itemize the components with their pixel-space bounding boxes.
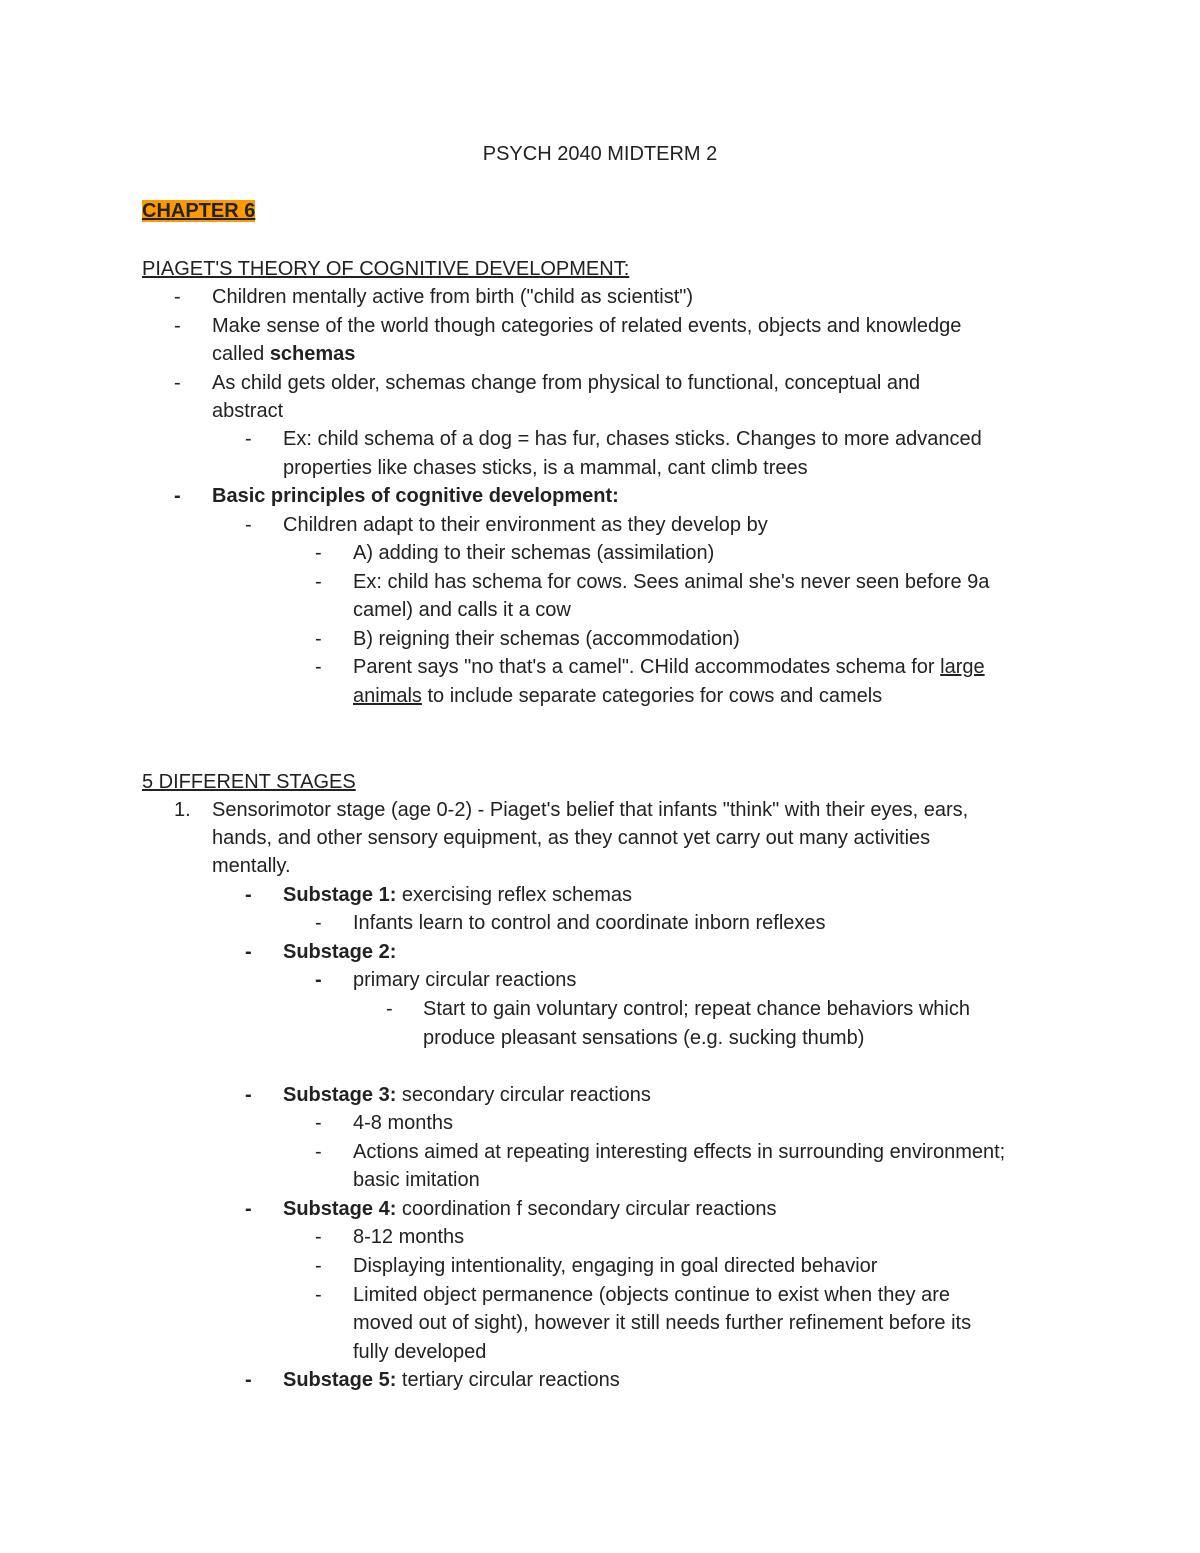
bullet-text: Limited object permanence (objects continue to exist when they are (353, 1284, 951, 1306)
bullet-dash: - (315, 542, 322, 564)
substage-text: exercising reflex schemas (396, 884, 633, 906)
bullet-text: primary circular reactions (353, 969, 577, 991)
bullet-dash: - (315, 1284, 322, 1306)
bullet-text: 4-8 months (353, 1112, 454, 1134)
bullet-dash: - (245, 428, 252, 450)
bullet-dash: - (245, 514, 252, 536)
substage-label: Substage 2: (283, 941, 397, 963)
bullet-dash: - (174, 315, 181, 337)
piaget-heading: PIAGET'S THEORY OF COGNITIVE DEVELOPMENT: (142, 258, 630, 280)
bullet-dash: - (174, 485, 181, 507)
stage-text: mentally. (212, 855, 291, 877)
bullet-text: Actions aimed at repeating interesting effects in surrounding environment; (353, 1141, 1006, 1163)
substage-line (283, 881, 632, 909)
principles-heading: Basic principles of cognitive development: (212, 485, 619, 507)
list-number: 1. (174, 799, 191, 821)
substage-line (283, 1081, 651, 1109)
stages-heading: 5 DIFFERENT STAGES (142, 771, 356, 793)
bullet-text-part: to include separate categories for cows and camels (421, 685, 883, 707)
substage-text: coordination f secondary circular reactions (396, 1198, 777, 1220)
bullet-text: Children mentally active from birth ("child as scientist") (212, 286, 694, 308)
bullet-dash: - (386, 998, 393, 1020)
underlined-term: large (940, 656, 985, 678)
bullet-dash: - (245, 884, 252, 906)
bullet-dash: - (174, 286, 181, 308)
bullet-text: Ex: child has schema for cows. Sees animal she's never seen before 9a (353, 571, 990, 593)
bullet-dash: - (315, 969, 322, 991)
bullet-dash: - (315, 912, 322, 934)
bullet-text: basic imitation (353, 1169, 480, 1191)
bullet-text: A) adding to their schemas (assimilation) (353, 542, 715, 564)
bullet-text: Start to gain voluntary control; repeat chance behaviors which (423, 998, 970, 1020)
bullet-text (353, 653, 985, 681)
substage-text: secondary circular reactions (396, 1084, 651, 1106)
bullet-text: Ex: child schema of a dog = has fur, chases sticks. Changes to more advanced (283, 428, 982, 450)
page-title: PSYCH 2040 MIDTERM 2 (482, 143, 718, 165)
bullet-text: Children adapt to their environment as they develop by (283, 514, 768, 536)
stage-text: Sensorimotor stage (age 0-2) - Piaget's belief that infants "think" with their eyes, ears, (212, 799, 969, 821)
bullet-dash: - (315, 656, 322, 678)
substage-label: Substage 5: (283, 1369, 397, 1391)
bullet-text: moved out of sight), however it still needs further refinement before its (353, 1312, 972, 1334)
underlined-term: animals (353, 685, 422, 707)
bullet-text: Infants learn to control and coordinate inborn reflexes (353, 912, 826, 934)
bullet-text: camel) and calls it a cow (353, 599, 571, 621)
substage-line (283, 1195, 777, 1223)
bullet-text (212, 340, 355, 368)
chapter-label: CHAPTER 6 (142, 200, 256, 222)
substage-line (283, 1366, 620, 1394)
bullet-dash: - (315, 1255, 322, 1277)
bullet-text-part: called (212, 343, 270, 365)
bullet-text: B) reigning their schemas (accommodation) (353, 628, 740, 650)
substage-text: tertiary circular reactions (396, 1369, 620, 1391)
bullet-text: Make sense of the world though categories of related events, objects and knowledge (212, 315, 962, 337)
bullet-dash: - (245, 1369, 252, 1391)
bullet-dash: - (245, 1084, 252, 1106)
bullet-dash: - (315, 571, 322, 593)
bullet-dash: - (315, 1141, 322, 1163)
bullet-dash: - (245, 1198, 252, 1220)
schemas-term: schemas (269, 343, 356, 365)
bullet-dash: - (174, 372, 181, 394)
bullet-dash: - (315, 1112, 322, 1134)
bullet-text: produce pleasant sensations (e.g. sucking thumb) (423, 1027, 865, 1049)
bullet-dash: - (245, 941, 252, 963)
substage-label: Substage 3: (283, 1084, 397, 1106)
bullet-text: 8-12 months (353, 1226, 465, 1248)
bullet-text-part: Parent says "no that's a camel". CHild accommodates schema for (353, 656, 941, 678)
stage-text: hands, and other sensory equipment, as they cannot yet carry out many activities (212, 827, 931, 849)
bullet-text: Displaying intentionality, engaging in goal directed behavior (353, 1255, 878, 1277)
substage-label: Substage 4: (283, 1198, 397, 1220)
bullet-text: As child gets older, schemas change from physical to functional, conceptual and (212, 372, 921, 394)
bullet-text: properties like chases sticks, is a mammal, cant climb trees (283, 457, 808, 479)
substage-label: Substage 1: (283, 884, 397, 906)
bullet-dash: - (315, 628, 322, 650)
chapter-heading (142, 197, 255, 225)
bullet-text: fully developed (353, 1341, 487, 1363)
bullet-text: abstract (212, 400, 284, 422)
bullet-text (353, 682, 882, 710)
bullet-dash: - (315, 1226, 322, 1248)
